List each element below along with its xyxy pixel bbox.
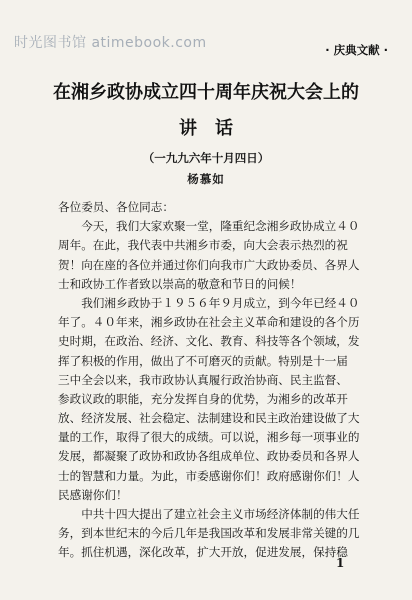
title-line-2: 讲话 (179, 118, 251, 139)
body-text (58, 198, 398, 563)
body-line: 周年。在此，我代表中共湘乡市委，向大会表示热烈的祝 (58, 238, 348, 253)
body-line: 贺！向在座的各位并通过你们向我市广大政协委员、各界人 (58, 257, 360, 272)
body-line: 士和政协工作者致以崇高的敬意和节日的问候！ (58, 276, 302, 291)
body-line: 量的工作，取得了很大的成绩。可以说，湘乡每一项事业的 (58, 430, 360, 445)
body-line: 士的智慧和力量。为此，市委感谢你们！政府感谢你们！人 (58, 468, 360, 483)
body-line: 年了。４０年来，湘乡政协在社会主义革命和建设的各个历 (58, 315, 360, 330)
author-name: 杨慕如 (187, 172, 225, 186)
body-line: 各位委员、各位同志： (58, 200, 174, 214)
body-line: 发展，都凝聚了政协和政协各组成单位、政协委员和各界人 (58, 449, 360, 464)
body-line: 放、经济发展、社会稳定、法制建设和民主政治建设做了大 (58, 411, 360, 426)
body-line: 我们湘乡政协于１９５６年９月成立，到今年已经４０ (58, 295, 360, 310)
body-line: 年。抓住机遇，深化改革，扩大开放，促进发展，保持稳 (58, 545, 348, 560)
body-line: 务，到本世纪末的今后几年是我国改革和发展非常关键的几 (58, 526, 360, 541)
section-label: · 庆典文献 · (325, 43, 388, 57)
body-line: 三中全会以来，我市政协认真履行政治协商、民主监督、 (58, 372, 348, 387)
date-line: （一九九六年十月四日） (142, 151, 270, 165)
body-line: 参政议政的职能，充分发挥自身的优势，为湘乡的改革开 (58, 391, 348, 406)
body-line: 史时期，在政治、经济、文化、教育、科技等各个领域，发 (58, 334, 360, 349)
body-line: 今天，我们大家欢聚一堂，隆重纪念湘乡政协成立４０ (58, 219, 360, 234)
body-line: 挥了积极的作用，做出了不可磨灭的贡献。特别是十一届 (58, 353, 348, 368)
title-line-1: 在湘乡政协成立四十周年庆祝大会上的 (53, 82, 359, 103)
body-line: 中共十四大提出了建立社会主义市场经济体制的伟大任 (58, 507, 360, 521)
body-line: 民感谢你们！ (58, 487, 128, 502)
watermark: 时光图书馆 atimebook.com (14, 35, 207, 51)
page-number: 1 (336, 556, 345, 570)
